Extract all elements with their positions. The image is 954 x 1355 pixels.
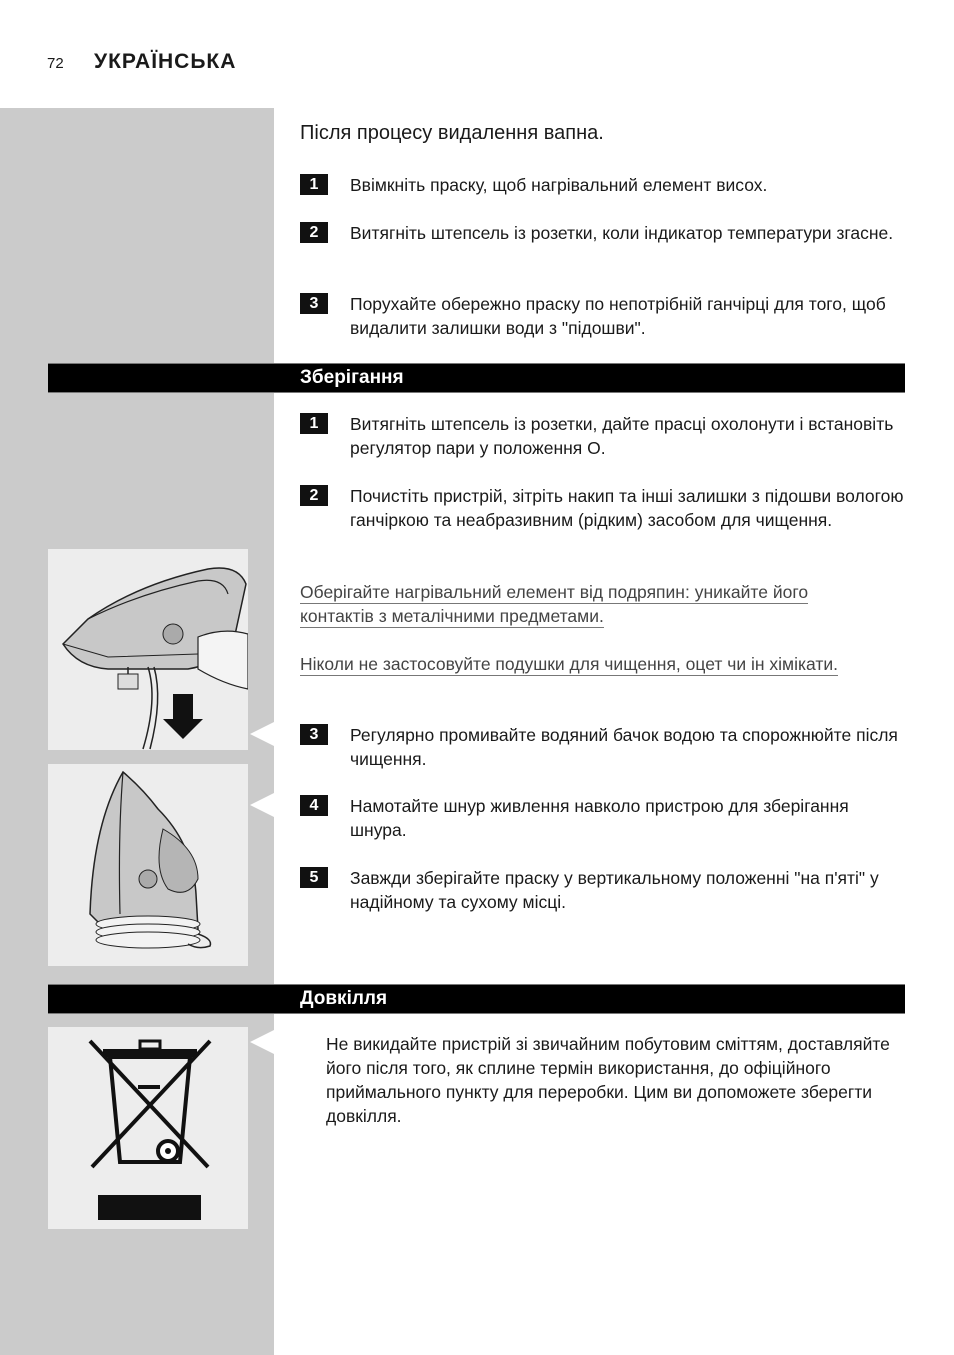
step-text: Витягніть штепсель із розетки, дайте прасці охолонути і встановіть регулятор пари у положення O. xyxy=(350,414,894,458)
page-number: 72 xyxy=(47,55,64,72)
iron-unplug-icon xyxy=(48,549,248,750)
upright-storage-illustration xyxy=(48,764,248,966)
crossed-bin-icon xyxy=(48,1027,248,1229)
step-number: 1 xyxy=(300,174,328,195)
iron-upright-icon xyxy=(48,764,248,966)
page-language-heading: УКРАЇНСЬКА xyxy=(94,50,237,73)
illustration-pointer xyxy=(250,793,274,817)
note-cleaning-warning xyxy=(300,652,880,676)
step-text: Намотайте шнур живлення навколо пристрою для зберігання шнура. xyxy=(350,796,849,840)
step-number: 3 xyxy=(300,293,328,314)
illustration-pointer xyxy=(250,722,274,746)
section-title: Зберігання xyxy=(300,367,404,388)
environment-text: Не викидайте пристрій зі звичайним побутовим сміттям, доставляйте його після того, як сплине термін використання, до офіційного приймального пункту для переробки. Цим ви допоможете зберегти довкілля. xyxy=(326,1034,890,1126)
step-number: 2 xyxy=(300,222,328,243)
intro-text: Після процесу видалення вапна. xyxy=(300,122,604,144)
step-number: 5 xyxy=(300,867,328,888)
step-text: Ввімкніть праску, щоб нагрівальний елемент висох. xyxy=(350,175,768,195)
step-number: 2 xyxy=(300,485,328,506)
unplug-illustration xyxy=(48,549,248,750)
step-text: Почистіть пристрій, зітріть накип та інші залишки з підошви вологою ганчіркою та неабразивним (рідким) засобом для чищення. xyxy=(350,486,904,530)
note-text: Оберігайте нагрівальний елемент від подряпин: уникайте його контактів з металічними предметами. xyxy=(300,582,809,626)
environment-section-header xyxy=(48,984,905,1014)
step-text: Завжди зберігайте праску у вертикальному положенні "на п'яті" у надійному та сухому місці. xyxy=(350,868,879,912)
step-text: Регулярно промивайте водяний бачок водою та спорожнюйте після чищення. xyxy=(350,725,898,769)
section-title: Довкілля xyxy=(300,988,388,1009)
weee-illustration xyxy=(48,1027,248,1229)
step-number: 3 xyxy=(300,724,328,745)
note-text: Ніколи не застосовуйте подушки для чищення, оцет чи ін хімікати. xyxy=(300,654,839,674)
illustration-pointer xyxy=(250,1030,274,1054)
note-scratch-warning xyxy=(300,580,880,628)
step-text: Витягніть штепсель із розетки, коли індикатор температури згасне. xyxy=(350,223,894,243)
step-number: 4 xyxy=(300,795,328,816)
step-text: Поруxайте обережно праску по непотрібній ганчірці для того, щоб видалити залишки води з "підошви". xyxy=(350,294,886,338)
step-number: 1 xyxy=(300,413,328,434)
storage-section-header xyxy=(48,363,905,393)
